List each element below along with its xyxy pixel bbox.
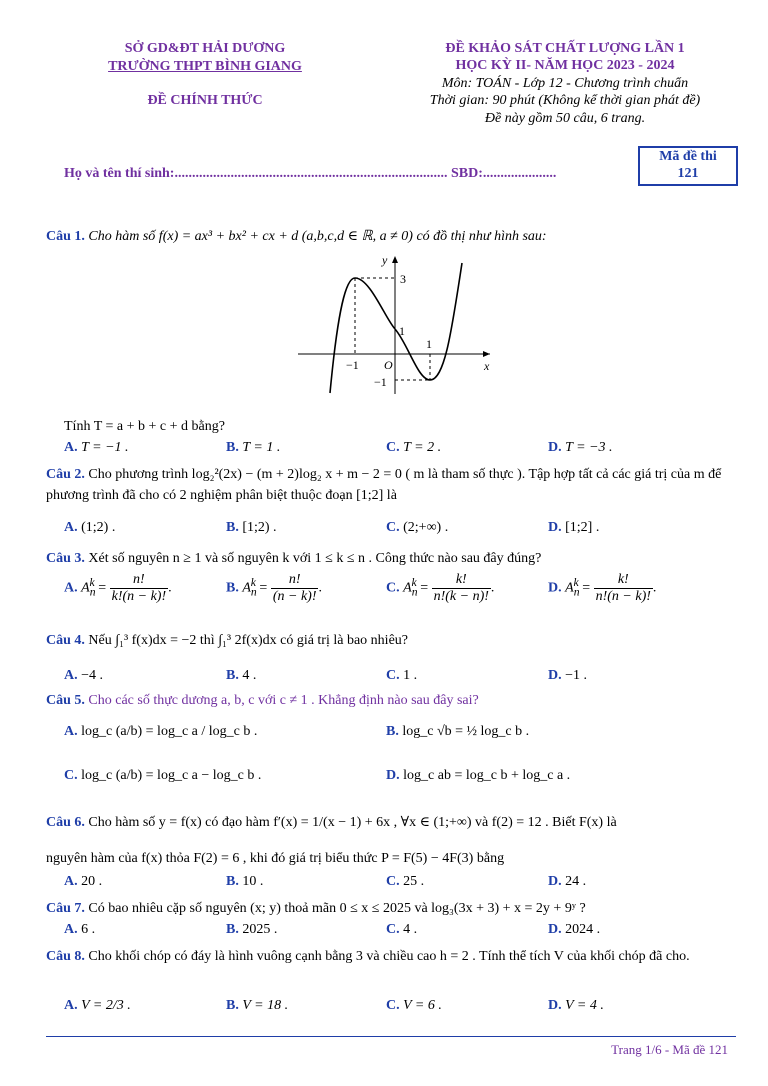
cubic-graph [290, 248, 500, 398]
q5-option-a[interactable]: A. log_c (a/b) = log_c a / log_c b . [64, 724, 258, 739]
q7-option-d[interactable]: D. 2024 . [548, 922, 601, 937]
exam-term: HỌC KỲ II- NĂM HỌC 2023 - 2024 [455, 58, 675, 73]
q7-option-b[interactable]: B. 2025 . [226, 922, 278, 937]
tick-y-1: 1 [399, 324, 405, 338]
q2-option-a[interactable]: A. (1;2) . [64, 520, 116, 535]
q4-option-a[interactable]: A. −4 . [64, 668, 104, 683]
question-2: Câu 2. Cho phương trình log₂²(2x) − (m + 2)log₂ x + m − 2 = 0 ( m là tham số thực ). Tập hợp tất cả các giá trị của m để phương trình đã cho có 2 nghiệm phân biệt thuộc đoạn [1;2] là [46, 467, 722, 503]
question-text: Xét số nguyên n ≥ 1 và số nguyên k với 1 ≤ k ≤ n . Công thức nào sau đây đúng? [88, 551, 542, 566]
cubic-curve [330, 263, 462, 393]
question-text: Cho các số thực dương a, b, c với c ≠ 1 . Khẳng định nào sau đây sai? [88, 693, 479, 708]
option-letter: A. [64, 440, 78, 455]
question-text: Có bao nhiêu cặp số nguyên (x; y) thoả mãn 0 ≤ x ≤ 2025 và log₃(3x + 3) + x = 2y + 9ʸ ? [88, 901, 586, 916]
q8-option-b[interactable]: B. V = 18 . [226, 998, 289, 1013]
q6-option-d[interactable]: D. 24 . [548, 874, 587, 889]
tick-y-3: 3 [400, 272, 406, 286]
question-text: Cho hàm số y = f(x) có đạo hàm f′(x) = 1/(x − 1) + 6x , ∀x ∈ (1;+∞) và f(2) = 12 . Biết F(x) là [88, 815, 617, 830]
page-footer: Trang 1/6 - Mã đề 121 [611, 1042, 728, 1057]
q5-option-b[interactable]: B. log_c √b = ½ log_c b . [386, 724, 530, 739]
question-7: Câu 7. Có bao nhiêu cặp số nguyên (x; y) thoả mãn 0 ≤ x ≤ 2025 và log₃(3x + 3) + x = 2y + 9ʸ ? [46, 901, 586, 916]
y-label: y [382, 253, 388, 267]
q1-option-b[interactable]: B. T = 1 . [226, 440, 281, 455]
q1-option-c[interactable]: C. T = 2 . [386, 440, 442, 455]
q3-option-c[interactable]: C. $A_n^k$ = $\frac{k!}{n!(k - n)!}$ . [386, 572, 495, 604]
question-text: Cho phương trình log₂²(2x) − (m + 2)log₂ x + m − 2 = 0 ( m là tham số thực ). Tập hợp tất cả các giá trị của m để phương trình đã cho có 2 nghiệm phân biệt thuộc đoạn [1;2] là [46, 467, 722, 503]
x-label: x [484, 359, 490, 373]
q4-option-c[interactable]: C. 1 . [386, 668, 418, 683]
q5-option-c[interactable]: C. log_c (a/b) = log_c a − log_c b . [64, 768, 262, 783]
q6-option-a[interactable]: A. 20 . [64, 874, 103, 889]
exam-code-box [638, 146, 738, 186]
official-label: ĐỀ CHÍNH THỨC [147, 93, 263, 108]
question-8: Câu 8. Cho khối chóp có đáy là hình vuông cạnh bằng 3 và chiều cao h = 2 . Tính thể tích V của khối chóp đã cho. [46, 949, 690, 964]
tick-x-1: 1 [426, 337, 432, 351]
question-1 [46, 226, 736, 247]
origin-label: O [384, 358, 393, 372]
exam-pages: Đề này gồm 50 câu, 6 trang. [484, 111, 646, 126]
q8-option-d[interactable]: D. V = 4 . [548, 998, 604, 1013]
exam-code: 121 [677, 166, 699, 181]
exam-subject: Môn: TOÁN - Lớp 12 - Chương trình chuẩn [441, 76, 689, 91]
q3-option-a[interactable]: A. $A_n^k$ = $\frac{n!}{k!(n - k)!}$ . [64, 572, 172, 604]
question-text: Nếu ∫₁³ f(x)dx = −2 thì ∫₁³ 2f(x)dx có giá trị là bao nhiêu? [88, 633, 408, 648]
q5-option-d[interactable]: D. log_c ab = log_c b + log_c a . [386, 768, 571, 783]
q4-option-b[interactable]: B. 4 . [226, 668, 257, 683]
q7-option-c[interactable]: C. 4 . [386, 922, 418, 937]
exam-time: Thời gian: 90 phút (Không kể thời gian phát đề) [429, 93, 701, 108]
question-3: Câu 3. Xét số nguyên n ≥ 1 và số nguyên k với 1 ≤ k ≤ n . Công thức nào sau đây đúng? [46, 551, 542, 566]
tick-x-minus1: −1 [346, 358, 359, 372]
q8-option-c[interactable]: C. V = 6 . [386, 998, 442, 1013]
q3-option-b[interactable]: B. $A_n^k$ = $\frac{n!}{(n - k)!}$ . [226, 572, 322, 604]
q2-option-d[interactable]: D. [1;2] . [548, 520, 600, 535]
y-axis-arrow [392, 256, 398, 263]
tick-y-minus1: −1 [374, 375, 387, 389]
q3-option-d[interactable]: D. $A_n^k$ = $\frac{k!}{n!(n - k)!}$ . [548, 572, 657, 604]
question-label: Câu 1. [46, 229, 85, 244]
student-info-line: Họ và tên thí sinh:.............................................................................. SBD:..................... [64, 166, 557, 181]
q2-option-c[interactable]: C. (2;+∞) . [386, 520, 449, 535]
x-axis-arrow [483, 351, 490, 357]
school-name: TRƯỜNG THPT BÌNH GIANG [108, 59, 302, 74]
question-text: Cho khối chóp có đáy là hình vuông cạnh bằng 3 và chiều cao h = 2 . Tính thể tích V của khối chóp đã cho. [88, 949, 690, 964]
q1-option-d[interactable]: D. T = −3 . [548, 440, 613, 455]
q8-option-a[interactable]: A. V = 2/3 . [64, 998, 131, 1013]
department-name: SỞ GD&ĐT HẢI DƯƠNG [124, 41, 286, 56]
q7-option-a[interactable]: A. 6 . [64, 922, 96, 937]
question-text: Cho hàm số f(x) = ax³ + bx² + cx + d (a,b,c,d ∈ ℝ, a ≠ 0) có đồ thị như hình sau: [88, 229, 547, 244]
exam-code-label: Mã đề thi [659, 149, 717, 164]
question-4: Câu 4. Nếu ∫₁³ f(x)dx = −2 thì ∫₁³ 2f(x)dx có giá trị là bao nhiêu? [46, 633, 408, 648]
question-1-ask: Tính T = a + b + c + d bằng? [64, 419, 225, 434]
q4-option-d[interactable]: D. −1 . [548, 668, 588, 683]
q6-option-c[interactable]: C. 25 . [386, 874, 425, 889]
question-5: Câu 5. Cho các số thực dương a, b, c với c ≠ 1 . Khẳng định nào sau đây sai? [46, 693, 479, 708]
question-6-cont: nguyên hàm của f(x) thỏa F(2) = 6 , khi đó giá trị biểu thức P = F(5) − 4F(3) bằng [46, 851, 505, 866]
q2-option-b[interactable]: B. [1;2) . [226, 520, 277, 535]
question-6: Câu 6. Cho hàm số y = f(x) có đạo hàm f′(x) = 1/(x − 1) + 6x , ∀x ∈ (1;+∞) và f(2) = 12 . Biết F(x) là [46, 815, 617, 830]
exam-title: ĐỀ KHẢO SÁT CHẤT LƯỢNG LẦN 1 [445, 41, 685, 56]
q1-option-a[interactable]: A. T = −1 . [64, 440, 129, 455]
footer-divider [46, 1036, 736, 1037]
q6-option-b[interactable]: B. 10 . [226, 874, 264, 889]
